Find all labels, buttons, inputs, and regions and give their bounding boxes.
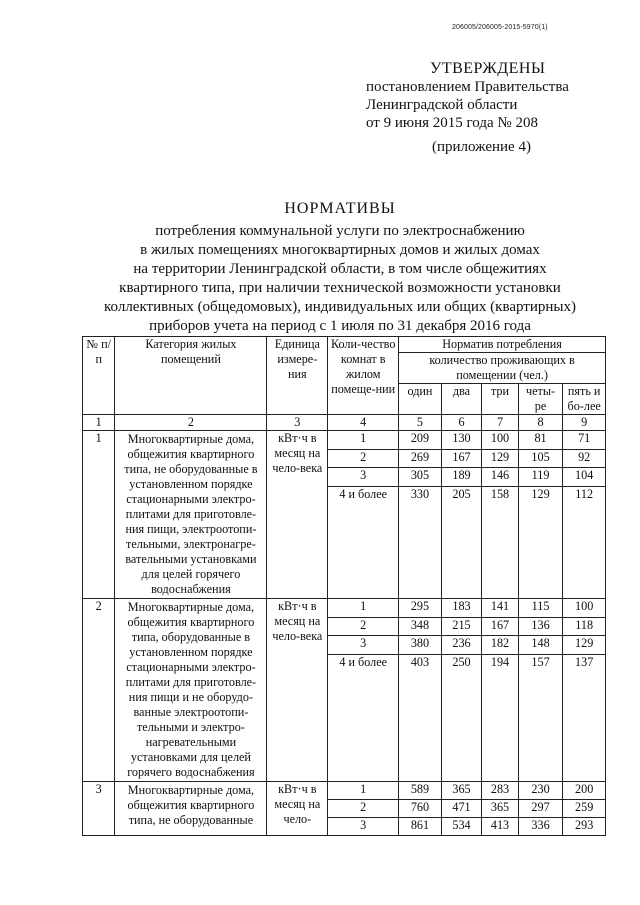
value-cell: 215 xyxy=(441,617,482,636)
rooms-cell: 1 xyxy=(328,431,399,450)
value-cell: 81 xyxy=(518,431,563,450)
value-cell: 105 xyxy=(518,449,563,468)
column-number: 5 xyxy=(399,415,442,431)
value-cell: 200 xyxy=(563,782,606,800)
value-cell: 760 xyxy=(399,800,442,818)
value-cell: 141 xyxy=(482,599,518,618)
title-line: коллективных (общедомовых), индивидуальных или общих (квартирных) xyxy=(104,299,576,315)
approval-block xyxy=(366,60,616,156)
value-cell: 295 xyxy=(399,599,442,618)
approval-line: Ленинградской области xyxy=(366,97,518,113)
table-row xyxy=(83,782,606,800)
value-cell: 112 xyxy=(563,486,606,598)
column-number: 3 xyxy=(267,415,328,431)
value-cell: 259 xyxy=(563,800,606,818)
value-cell: 182 xyxy=(482,636,518,655)
value-cell: 236 xyxy=(441,636,482,655)
value-cell: 100 xyxy=(482,431,518,450)
header-people-2: два xyxy=(441,384,482,415)
value-cell: 365 xyxy=(441,782,482,800)
value-cell: 104 xyxy=(563,468,606,487)
value-cell: 118 xyxy=(563,617,606,636)
table-row xyxy=(83,599,606,618)
rooms-cell: 2 xyxy=(328,617,399,636)
value-cell: 348 xyxy=(399,617,442,636)
title-line: на территории Ленинградской области, в том числе общежитиях xyxy=(133,261,547,277)
approval-heading: УТВЕРЖДЕНЫ xyxy=(430,60,546,77)
value-cell: 92 xyxy=(563,449,606,468)
rooms-cell: 2 xyxy=(328,800,399,818)
column-number: 8 xyxy=(518,415,563,431)
value-cell: 158 xyxy=(482,486,518,598)
value-cell: 130 xyxy=(441,431,482,450)
row-unit: кВт·ч в месяц на чело- xyxy=(267,782,328,836)
value-cell: 100 xyxy=(563,599,606,618)
value-cell: 129 xyxy=(563,636,606,655)
header-num: № п/п xyxy=(83,337,115,415)
value-cell: 534 xyxy=(441,818,482,836)
row-category: Многоквартирные дома, общежития квартирного типа, не оборудованные в установленном порядке стационарными электро-плитами для приготовле-ния пищи, электроотопи-тельными, электронагре-вательными установками для целей горячего водоснабжения xyxy=(115,431,267,599)
row-number: 1 xyxy=(83,431,115,599)
value-cell: 365 xyxy=(482,800,518,818)
document-id: 206005/206005-2015-5970(1) xyxy=(452,24,548,31)
value-cell: 194 xyxy=(482,654,518,781)
value-cell: 861 xyxy=(399,818,442,836)
value-cell: 380 xyxy=(399,636,442,655)
value-cell: 129 xyxy=(518,486,563,598)
header-residents: количество проживающих в помещении (чел.) xyxy=(399,353,606,384)
value-cell: 305 xyxy=(399,468,442,487)
row-category: Многоквартирные дома, общежития квартирного типа, оборудованные в установленном порядке стационарными электро-плитами для приготовле-ния пищи и не оборудо-ванные электроотопи-тельными и электро-нагревательными установками для целей горячего водоснабжения xyxy=(115,599,267,782)
rooms-cell: 3 xyxy=(328,636,399,655)
column-number: 7 xyxy=(482,415,518,431)
value-cell: 146 xyxy=(482,468,518,487)
document-title: НОРМАТИВЫ xyxy=(284,200,396,217)
title-line: потребления коммунальной услуги по электроснабжению xyxy=(155,223,525,239)
value-cell: 413 xyxy=(482,818,518,836)
header-norm: Норматив потребления xyxy=(399,337,606,353)
header-unit: Единица измере-ния xyxy=(267,337,328,415)
rooms-cell: 1 xyxy=(328,782,399,800)
value-cell: 129 xyxy=(482,449,518,468)
value-cell: 269 xyxy=(399,449,442,468)
row-unit: кВт·ч в месяц на чело-века xyxy=(267,431,328,599)
header-people-4: четы-ре xyxy=(518,384,563,415)
row-number: 3 xyxy=(83,782,115,836)
value-cell: 115 xyxy=(518,599,563,618)
value-cell: 250 xyxy=(441,654,482,781)
rooms-cell: 1 xyxy=(328,599,399,618)
row-category: Многоквартирные дома, общежития квартирного типа, не оборудованные xyxy=(115,782,267,836)
rooms-cell: 4 и более xyxy=(328,486,399,598)
value-cell: 189 xyxy=(441,468,482,487)
rooms-cell: 2 xyxy=(328,449,399,468)
value-cell: 336 xyxy=(518,818,563,836)
header-people-5: пять и бо-лее xyxy=(563,384,606,415)
value-cell: 119 xyxy=(518,468,563,487)
value-cell: 167 xyxy=(441,449,482,468)
norms-table xyxy=(82,336,606,836)
header-category: Категория жилых помещений xyxy=(115,337,267,415)
title-line: в жилых помещениях многоквартирных домов и жилых домах xyxy=(140,242,540,258)
column-number: 4 xyxy=(328,415,399,431)
approval-appendix: (приложение 4) xyxy=(432,139,531,155)
value-cell: 230 xyxy=(518,782,563,800)
value-cell: 283 xyxy=(482,782,518,800)
rooms-cell: 3 xyxy=(328,468,399,487)
value-cell: 293 xyxy=(563,818,606,836)
value-cell: 167 xyxy=(482,617,518,636)
header-people-1: один xyxy=(399,384,442,415)
header-rooms: Коли-чество комнат в жилом помеще-нии xyxy=(328,337,399,415)
row-unit: кВт·ч в месяц на чело-века xyxy=(267,599,328,782)
value-cell: 589 xyxy=(399,782,442,800)
header-people-3: три xyxy=(482,384,518,415)
value-cell: 209 xyxy=(399,431,442,450)
value-cell: 183 xyxy=(441,599,482,618)
value-cell: 471 xyxy=(441,800,482,818)
column-number: 1 xyxy=(83,415,115,431)
column-number: 9 xyxy=(563,415,606,431)
column-number: 6 xyxy=(441,415,482,431)
value-cell: 205 xyxy=(441,486,482,598)
title-line: приборов учета на период с 1 июля по 31 декабря 2016 года xyxy=(149,318,531,334)
title-line: квартирного типа, при наличии технической возможности установки xyxy=(119,280,561,296)
approval-line: от 9 июня 2015 года № 208 xyxy=(366,115,538,131)
table-row xyxy=(83,431,606,450)
rooms-cell: 3 xyxy=(328,818,399,836)
value-cell: 148 xyxy=(518,636,563,655)
row-number: 2 xyxy=(83,599,115,782)
value-cell: 330 xyxy=(399,486,442,598)
document-title-block xyxy=(90,200,590,336)
column-number: 2 xyxy=(115,415,267,431)
value-cell: 157 xyxy=(518,654,563,781)
value-cell: 136 xyxy=(518,617,563,636)
value-cell: 71 xyxy=(563,431,606,450)
approval-line: постановлением Правительства xyxy=(366,79,569,95)
rooms-cell: 4 и более xyxy=(328,654,399,781)
value-cell: 297 xyxy=(518,800,563,818)
value-cell: 403 xyxy=(399,654,442,781)
value-cell: 137 xyxy=(563,654,606,781)
